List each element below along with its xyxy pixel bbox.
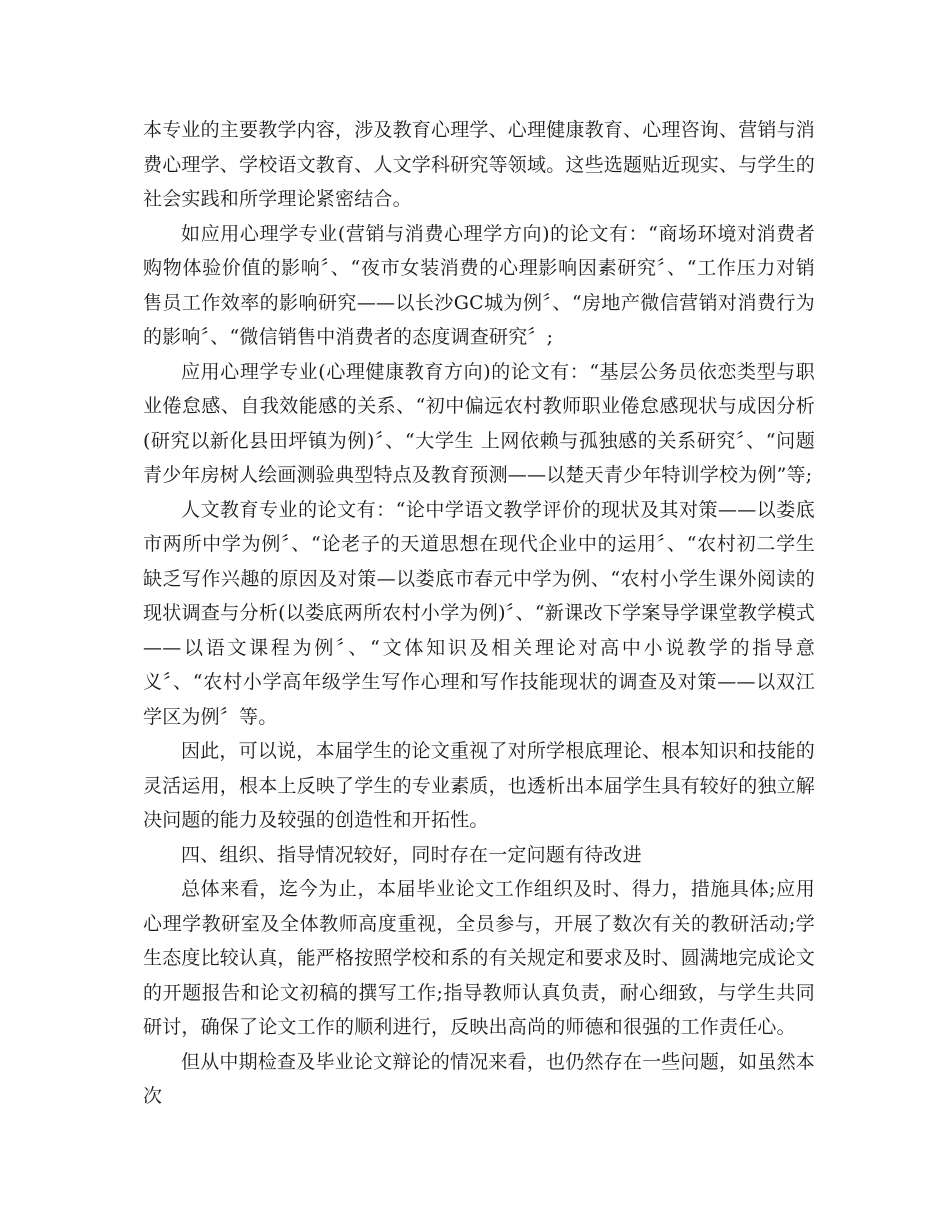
paragraph-topics-overview: 本专业的主要教学内容，涉及教育心理学、心理健康教育、心理咨询、营销与消费心理学、学校语文教育、人文学科研究等领域。这些选题贴近现实、与学生的社会实践和所学理论紧密结合。 <box>143 119 816 210</box>
paragraph-marketing-psychology-theses: 如应用心理学专业(营销与消费心理学方向)的论文有：“商场环境对消费者购物体验价值的影响〞、“夜市女装消费的心理影响因素研究〞、“工作压力对销售员工作效率的影响研究——以长沙GC城为例〞、“房地产微信营销对消费行为的影响〞、“微信销售中消费者的态度调查研究〞; <box>143 222 815 348</box>
paragraph-overall-assessment: 总体来看，迄今为止，本届毕业论文工作组织及时、得力，措施具体;应用心理学教研室及全体教师高度重视，全员参与，开展了数次有关的教研活动;学生态度比较认真，能严格按照学校和系的有关规定和要求及时、圆满地完成论文的开题报告和论文初稿的撰写工作;指导教师认真负责，耐心细致，与学生共同研讨，确保了论文工作的顺利进行，反映出高尚的师德和很强的工作责任心。 <box>143 878 816 1038</box>
paragraph-humanities-education-theses: 人文教育专业的论文有：“论中学语文教学评价的现状及其对策——以娄底市两所中学为例〞、“论老子的天道思想在现代企业中的运用〞、“农村初二学生缺乏写作兴趣的原因及对策—以娄底市春元中学为例、“农村小学生课外阅读的现状调查与分析(以娄底两所农村小学为例)〞、“新课改下学案导学课堂教学模式——以语文课程为例〞、“文体知识及相关理论对高中小说教学的指导意义〞、“农村小学高年级学生写作心理和写作技能现状的调查及对策——以双江学区为例〞等。 <box>143 498 815 728</box>
paragraph-conclusion: 因此，可以说，本届学生的论文重视了对所学根底理论、根本知识和技能的灵活运用，根本上反映了学生的专业素质，也透析出本届学生具有较好的独立解决问题的能力及较强的创造性和开拓性。 <box>143 740 816 831</box>
paragraph-problems-intro: 但从中期检查及毕业论文辩论的情况来看，也仍然存在一些问题，如虽然本次 <box>143 1050 815 1107</box>
section-heading-organization: 四、组织、指导情况较好，同时存在一定问题有待改进 <box>181 843 642 866</box>
paragraph-mental-health-theses: 应用心理学专业(心理健康教育方向)的论文有：“基层公务员依恋类型与职业倦怠感、自我效能感的关系、“初中偏远农村教师职业倦怠感现状与成因分析(研究以新化县田坪镇为例)〞、“大学生 上网依赖与孤独感的关系研究〞、“问题青少年房树人绘画测验典型特点及教育预测——以楚天青少年特训学校为例”等; <box>143 360 815 486</box>
document-body <box>143 113 815 1114</box>
